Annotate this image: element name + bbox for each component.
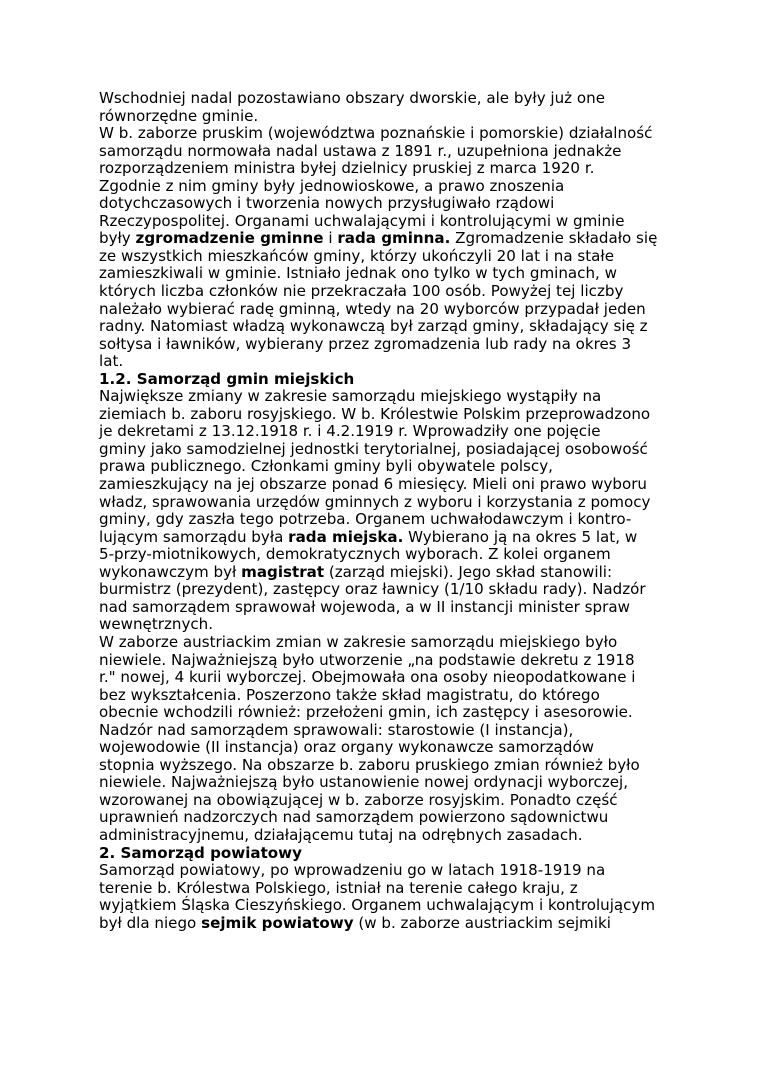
text-segment: wykonawczym był (99, 562, 242, 581)
text-segment: był dla niego (99, 913, 202, 932)
text-segment: administracyjnemu, działającemu tutaj na odrębnych zasadach. (99, 825, 583, 844)
text-line (99, 230, 679, 248)
text-line (99, 301, 679, 319)
text-line (99, 599, 679, 617)
text-line (99, 90, 679, 108)
text-line (99, 388, 679, 406)
text-line (99, 897, 679, 915)
text-line (99, 774, 679, 792)
text-segment: nad samorządem sprawował wojewoda, a w II instancji minister spraw (99, 597, 630, 616)
text-line (99, 704, 679, 722)
text-segment: terenie b. Królestwa Polskiego, istniał na terenie całego kraju, z (99, 878, 578, 897)
text-segment: gminy jako samodzielnej jednostki terytorialnej, posiadającej osobowość (99, 439, 648, 458)
text-line (99, 581, 679, 599)
text-line (99, 722, 679, 740)
text-segment: rozporządzeniem ministra byłej dzielnicy pruskiej z marca 1920 r. (99, 159, 595, 178)
text-segment: je dekretami z 13.12.1918 r. i 4.2.1919 r. Wprowadziły one pojęcie (99, 422, 601, 441)
text-segment: uprawnień nadzorczych nad samorządem powierzono sądownictwu (99, 808, 609, 827)
text-line (99, 792, 679, 810)
text-segment: zamieszkiwali w gminie. Istniało jednak ono tylko w tych gminach, w (99, 264, 617, 283)
text-segment: Wybierano ją na okres 5 lat, w (403, 527, 638, 546)
text-segment: wyjątkiem Śląska Cieszyńskiego. Organem uchwalającym i kontrolującym (99, 896, 656, 915)
text-line (99, 160, 679, 178)
text-segment: wzorowanej na obowiązującej w b. zaborze rosyjskim. Ponadto część (99, 790, 618, 809)
text-line (99, 353, 679, 371)
text-line (99, 757, 679, 775)
text-segment: Zgromadzenie składało się (450, 229, 658, 248)
text-segment: W zaborze austriackim zmian w zakresie samorządu miejskiego było (99, 632, 618, 651)
text-line (99, 546, 679, 564)
text-segment: 5-przy-miotnikowych, demokratycznych wyborach. Z kolei organem (99, 545, 611, 564)
text-line (99, 406, 679, 424)
text-segment: których liczba członków nie przekraczała 100 osób. Powyżej tej liczby (99, 282, 624, 301)
bold-term: 1.2. Samorząd gmin miejskich (99, 369, 355, 388)
text-line (99, 458, 679, 476)
text-line (99, 687, 679, 705)
text-segment: wojewodowie (II instancja) oraz organy wykonawcze samorządów (99, 738, 594, 757)
text-segment: Nadzór nad samorządem sprawowali: starostowie (I instancja), (99, 720, 574, 739)
text-segment: dotychczasowych i tworzenia nowych przysługiwało rządowi (99, 194, 555, 213)
text-segment: bez wykształcenia. Poszerzono także skład magistratu, do którego (99, 685, 600, 704)
text-segment: sołtysa i ławników, wybierany przez zgromadzenia lub rady na okres 3 (99, 334, 632, 353)
text-segment: niewiele. Najważniejszą było utworzenie „na podstawie dekretu z 1918 (99, 650, 635, 669)
text-line (99, 283, 679, 301)
text-segment: równorzędne gminie. (99, 106, 259, 125)
text-line (99, 827, 679, 845)
text-segment: radny. Natomiast władzą wykonawczą był zarząd gminy, składający się z (99, 317, 648, 336)
bold-term: rada gminna. (337, 229, 451, 248)
text-line (99, 880, 679, 898)
text-segment: zamieszkujący na jej obszarze ponad 6 miesięcy. Mieli oni prawo wyboru (99, 475, 647, 494)
text-line (99, 652, 679, 670)
text-line (99, 739, 679, 757)
text-line (99, 845, 679, 863)
text-segment: wewnętrznych. (99, 615, 214, 634)
text-line (99, 265, 679, 283)
text-line (99, 616, 679, 634)
text-segment: samorządu normowała nadal ustawa z 1891 r., uzupełniona jednakże (99, 141, 622, 160)
text-line (99, 371, 679, 389)
bold-term: rada miejska. (288, 527, 404, 546)
text-line (99, 915, 679, 933)
text-segment: ze wszystkich mieszkańców gminy, którzy ukończyli 20 lat i na stałe (99, 246, 614, 265)
bold-term: 2. Samorząd powiatowy (99, 843, 302, 862)
text-line (99, 809, 679, 827)
text-segment: Samorząd powiatowy, po wprowadzeniu go w latach 1918-1919 na (99, 861, 606, 880)
text-segment: stopnia wyższego. Na obszarze b. zaboru pruskiego zmian również było (99, 755, 640, 774)
text-segment: ziemiach b. zaboru rosyjskiego. W b. Królestwie Polskim przeprowadzono (99, 404, 651, 423)
text-segment: Wschodniej nadal pozostawiano obszary dworskie, ale były już one (99, 89, 605, 107)
text-line (99, 195, 679, 213)
text-segment: i (323, 229, 338, 248)
text-line (99, 862, 679, 880)
text-line (99, 669, 679, 687)
text-line (99, 125, 679, 143)
bold-term: zgromadzenie gminne (135, 229, 324, 248)
text-line (99, 336, 679, 354)
text-line (99, 143, 679, 161)
text-line (99, 108, 679, 126)
text-segment: (w b. zaborze austriackim sejmiki (353, 913, 611, 932)
text-segment: władz, sprawowania urzędów gminnych z wyboru i korzystania z pomocy (99, 492, 651, 511)
text-line (99, 441, 679, 459)
text-segment: obecnie wchodzili również: przełożeni gmin, ich zastępcy i asesorowie. (99, 703, 633, 722)
text-segment: Zgodnie z nim gminy były jednowioskowe, a prawo znoszenia (99, 176, 565, 195)
text-line (99, 248, 679, 266)
text-segment: W b. zaborze pruskim (województwa poznańskie i pomorskie) działalność (99, 124, 653, 143)
text-segment: były (99, 229, 136, 248)
bold-term: sejmik powiatowy (201, 913, 354, 932)
text-line (99, 213, 679, 231)
text-line (99, 476, 679, 494)
text-segment: należało wybierać radę gminną, wtedy na 20 wyborców przypadał jeden (99, 299, 646, 318)
text-segment: prawa publicznego. Członkami gminy byli obywatele polscy, (99, 457, 553, 476)
text-segment: lującym samorządu była (99, 527, 289, 546)
text-line (99, 511, 679, 529)
text-segment: niewiele. Najważniejszą było ustanowienie nowej ordynacji wyborczej, (99, 773, 629, 792)
text-line (99, 529, 679, 547)
text-segment: lat. (99, 352, 124, 371)
text-segment: r." nowej, 4 kurii wyborczej. Obejmowała ona osoby nieopodatkowane i (99, 668, 636, 687)
text-line (99, 634, 679, 652)
text-segment: Rzeczypospolitej. Organami uchwalającymi i kontrolującymi w gminie (99, 211, 625, 230)
bold-term: magistrat (241, 562, 325, 581)
text-segment: burmistrz (prezydent), zastępcy oraz ławnicy (1/10 składu rady). Nadzór (99, 580, 646, 599)
text-segment: Największe zmiany w zakresie samorządu miejskiego wystąpiły na (99, 387, 602, 406)
text-segment: (zarząd miejski). Jego skład stanowili: (324, 562, 613, 581)
text-line (99, 564, 679, 582)
text-segment: gminy, gdy zaszła tego potrzeba. Organem uchwałodawczym i kontro- (99, 510, 632, 529)
text-line (99, 423, 679, 441)
text-line (99, 494, 679, 512)
text-line (99, 178, 679, 196)
text-line (99, 318, 679, 336)
document-page (99, 90, 679, 932)
